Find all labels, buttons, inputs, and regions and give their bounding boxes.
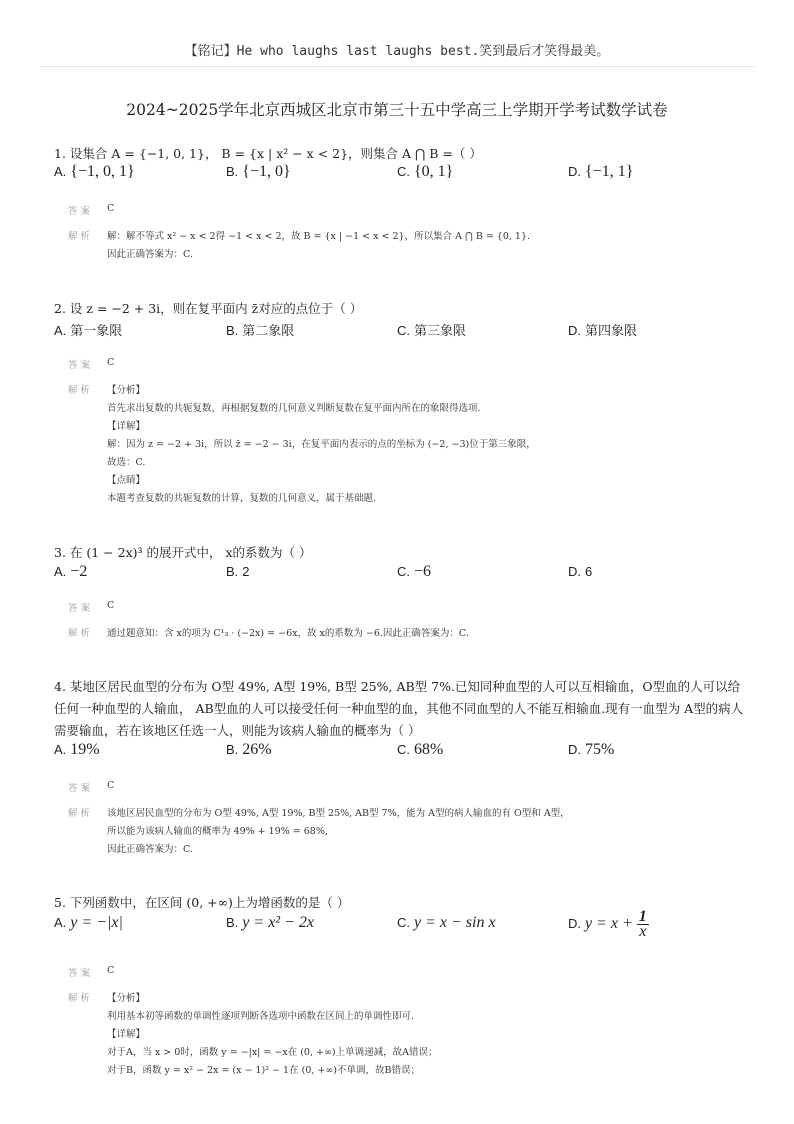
question-2-option-a[interactable]: A. 第一象限 xyxy=(54,323,123,338)
question-4-option-d[interactable]: D. 75% xyxy=(568,741,615,758)
question-2-analysis-line: 解：因为 z = −2 + 3i，所以 z̄ = −2 − 3i，在复平面内表示的点的坐标为 (−2, −3)位于第三象限， xyxy=(107,439,536,450)
question-5-analysis-line: 对于B，函数 y = x² − 2x = (x − 1)² − 1在 (0, +∞)不单调，故B错误； xyxy=(107,1065,420,1076)
question-2-analysis-line: 【详解】 xyxy=(107,421,146,432)
answer-label: 答案 xyxy=(68,783,94,794)
answer-label: 答案 xyxy=(68,968,94,979)
question-2-analysis-line: 本题考查复数的共轭复数的计算，复数的几何意义，属于基础题. xyxy=(107,493,377,504)
question-5-option-b[interactable]: B. y = x² − 2x xyxy=(226,914,314,931)
question-2-analysis-line: 【分析】 xyxy=(107,385,146,396)
question-3-analysis-line: 通过题意知：含 x的项为 C¹₃ · (−2x) = −6x，故 x的系数为 −6.因此正确答案为：C. xyxy=(107,628,469,639)
question-5-option-a[interactable]: A. y = −|x| xyxy=(54,914,123,931)
question-2-option-c[interactable]: C. 第三象限 xyxy=(397,323,467,338)
question-2-stem: 2. 设 z = −2 + 3i，则在复平面内 z̄对应的点位于（ ） xyxy=(54,301,363,316)
question-1-analysis-line: 因此正确答案为：C. xyxy=(107,249,193,260)
question-1-analysis-line: 解：解不等式 x² − x < 2得 −1 < x < 2，故 B = {x | −1 < x < 2}，所以集合 A ⋂ B = {0, 1}. xyxy=(107,231,531,242)
question-5-answer: C xyxy=(107,965,115,976)
question-5-analysis-line: 【详解】 xyxy=(107,1029,146,1040)
question-1-option-b[interactable]: B. {−1, 0} xyxy=(226,163,291,180)
question-1-option-a[interactable]: A. {−1, 0, 1} xyxy=(54,163,135,180)
question-5-analysis-line: 【分析】 xyxy=(107,993,146,1004)
question-4-analysis-line: 所以能为该病人输血的概率为 49% + 19% = 68%, xyxy=(107,826,328,837)
question-1-option-c[interactable]: C. {0, 1} xyxy=(397,163,454,180)
question-1-option-d[interactable]: D. {−1, 1} xyxy=(568,163,634,180)
question-5-option-c[interactable]: C. y = x − sin x xyxy=(397,914,496,931)
analysis-label: 解析 xyxy=(68,808,94,819)
analysis-label: 解析 xyxy=(68,993,94,1004)
question-4-option-b[interactable]: B. 26% xyxy=(226,741,272,758)
answer-label: 答案 xyxy=(68,603,94,614)
question-2-option-d[interactable]: D. 第四象限 xyxy=(568,323,638,338)
question-2-analysis-line: 首先求出复数的共轭复数，再根据复数的几何意义判断复数在复平面内所在的象限得选项. xyxy=(107,403,481,414)
answer-label: 答案 xyxy=(68,360,94,371)
exam-title: 2024~2025学年北京西城区北京市第三十五中学高三上学期开学考试数学试卷 xyxy=(126,101,668,119)
question-4-option-c[interactable]: C. 68% xyxy=(397,741,444,758)
question-3-stem: 3. 在 (1 − 2x)³ 的展开式中， x的系数为（ ） xyxy=(54,545,312,560)
question-4-analysis-line: 因此正确答案为：C. xyxy=(107,844,193,855)
question-3-option-c[interactable]: C. −6 xyxy=(397,563,432,580)
question-3-option-d[interactable]: D. 6 xyxy=(568,564,593,579)
fraction: $\frac{1}{x}$ xyxy=(638,908,647,940)
question-4-option-a[interactable]: A. 19% xyxy=(54,741,100,758)
analysis-label: 解析 xyxy=(68,385,94,396)
answer-label: 答案 xyxy=(68,206,94,217)
question-2-option-b[interactable]: B. 第二象限 xyxy=(226,323,295,338)
question-3-option-b[interactable]: B. 2 xyxy=(226,564,250,579)
header-motto: 【铭记】He who laughs last laughs best.笑到最后才笑得最美。 xyxy=(184,44,610,59)
question-5-analysis-line: 利用基本初等函数的单调性逐项判断各选项中函数在区间上的单调性即可. xyxy=(107,1011,415,1022)
question-5-analysis-line: 对于A，当 x > 0时，函数 y = −|x| = −x在 (0, +∞)上单调递减，故A错误； xyxy=(107,1047,438,1058)
question-2-answer: C xyxy=(107,357,115,368)
question-3-answer: C xyxy=(107,600,115,611)
question-4-stem: 4. 某地区居民血型的分布为 O型 49%, A型 19%, B型 25%, AB型 7%.已知同种血型的人可以互相输血，O型血的人可以给任何一种血型的人输血， AB型血的人可以接受任何一种血型的血，其他不同血型的人不能互相输血.现有一血型为 A型的病人需要输血，若在该地区任选一人，则能为该病人输血的概率为（ ） xyxy=(54,679,744,738)
question-1-answer: C xyxy=(107,203,115,214)
question-3-option-a[interactable]: A. −2 xyxy=(54,563,88,580)
question-5-stem: 5. 下列函数中，在区间 (0, +∞)上为增函数的是（ ） xyxy=(54,895,350,910)
question-2-analysis-line: 故选：C. xyxy=(107,457,146,468)
analysis-label: 解析 xyxy=(68,628,94,639)
question-2-analysis-line: 【点睛】 xyxy=(107,475,146,486)
header-divider xyxy=(40,66,754,67)
question-5-option-d[interactable]: D. y = x + $\frac{1}{x}$ xyxy=(568,908,647,940)
analysis-label: 解析 xyxy=(68,231,94,242)
question-4-answer: C xyxy=(107,780,115,791)
question-4-analysis-line: 该地区居民血型的分布为 O型 49%, A型 19%, B型 25%, AB型 7%，能为 A型的病人输血的有 O型和 A型， xyxy=(107,808,570,819)
question-1-stem: 1. 设集合 A = {−1, 0, 1}， B = {x | x² − x < 2}，则集合 A ⋂ B =（ ） xyxy=(54,146,482,161)
